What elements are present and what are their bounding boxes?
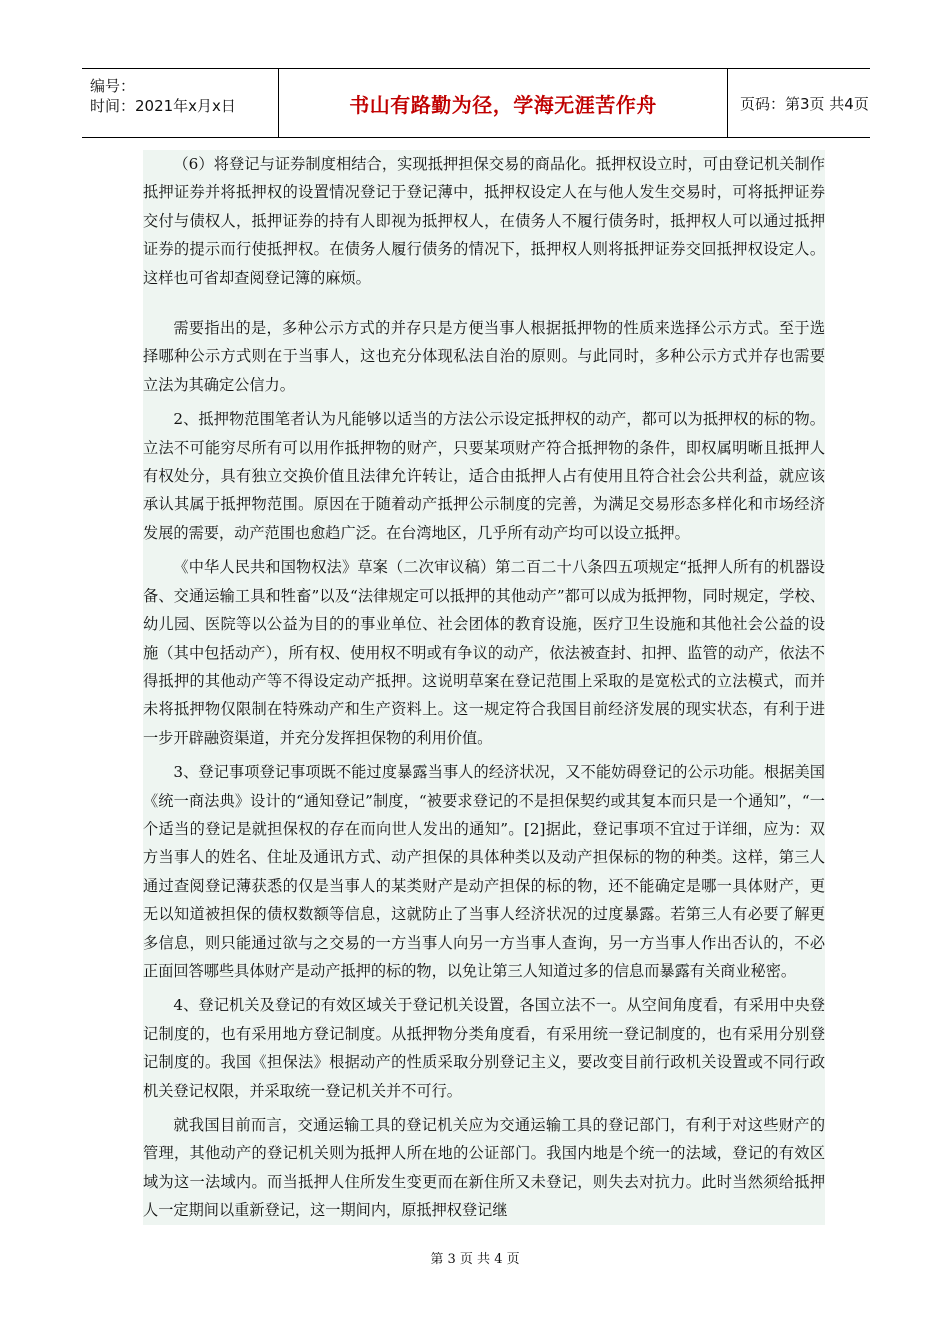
paragraph: 4、登记机关及登记的有效区域关于登记机关设置，各国立法不一。从空间角度看，有采用中央登记制度的，也有采用地方登记制度。从抵押物分类角度看，有采用统一登记制度的，也有采用分别登记制度的。我国《担保法》根据动产的性质采取分别登记主义，要改变目前行政机关设置或不同行政机关登记权限，并采取统一登记机关并不可行。 bbox=[143, 996, 825, 1100]
paragraph: 《中华人民共和国物权法》草案（二次审议稿）第二百二十八条四五项规定“抵押人所有的机器设备、交通运输工具和牲畜”以及“法律规定可以抵押的其他动产”都可以成为抵押物，同时规定，学校、幼儿园、医院等以公益为目的的事业单位、社会团体的教育设施，医疗卫生设施和其他社会公益的设施（其中包括动产），所有权、使用权不明或有争议的动产，依法被查封、扣押、监管的动产，依法不得抵押的其他动产等不得设定动产抵押。这说明草案在登记范围上采取的是宽松式的立法模式，而并未将抵押物仅限制在特殊动产和生产资料上。这一规定符合我国目前经济发展的现实状态，有利于进一步开辟融资渠道，并充分发挥担保物的利用价值。 bbox=[143, 558, 825, 747]
paragraph: 就我国目前而言，交通运输工具的登记机关应为交通运输工具的登记部门，有利于对这些财产的管理，其他动产的登记机关则为抵押人所在地的公证部门。我国内地是个统一的法域，登记的有效区域为这一法域内。而当抵押人住所发生变更而在新住所又未登记，则失去对抗力。此时当然须给抵押人一定期间以重新登记，这一期间内，原抵押权登记继 bbox=[143, 1116, 825, 1220]
header-motto-cell bbox=[279, 69, 728, 137]
document-number-label: 编号： bbox=[90, 77, 136, 95]
header-page-cell bbox=[728, 69, 870, 137]
page-header bbox=[82, 68, 870, 138]
header-meta-cell bbox=[82, 69, 279, 137]
paragraph: 3、登记事项登记事项既不能过度暴露当事人的经济状况，又不能妨碍登记的公示功能。根据美国《统一商法典》设计的“通知登记”制度，“被要求登记的不是担保契约或其复本而只是一个通知”，“一个适当的登记是就担保权的存在而向世人发出的通知”。[2]据此，登记事项不宜过于详细，应为：双方当事人的姓名、住址及通讯方式、动产担保的具体种类以及动产担保标的物的种类。这样，第三人通过查阅登记薄获悉的仅是当事人的某类财产是动产担保的标的物，还不能确定是哪一具体财产，更无以知道被担保的债权数额等信息，这就防止了当事人经济状况的过度暴露。若第三人有必要了解更多信息，则只能通过欲与之交易的一方当事人向另一方当事人查询，另一方当事人作出否认的，不必正面回答哪些具体财产是动产抵押的标的物，以免让第三人知道过多的信息而暴露有关商业秘密。 bbox=[143, 763, 825, 980]
paragraph: （6）将登记与证券制度相结合，实现抵押担保交易的商品化。抵押权设立时，可由登记机关制作抵押证券并将抵押权的设置情况登记于登记薄中，抵押权设定人在与他人发生交易时，可将抵押证券交付与债权人，抵押证券的持有人即视为抵押权人，在债务人不履行债务时，抵押权人可以通过抵押证券的提示而行使抵押权。在债务人履行债务的情况下，抵押权人则将抵押证券交回抵押权设定人。这样也可省却查阅登记簿的麻烦。 bbox=[143, 155, 825, 287]
paragraph: 2、抵押物范围笔者认为凡能够以适当的方法公示设定抵押权的动产，都可以为抵押权的标的物。立法不可能穷尽所有可以用作抵押物的财产，只要某项财产符合抵押物的条件，即权属明晰且抵押人有权处分，具有独立交换价值且法律允许转让，适合由抵押人占有使用且符合社会公共利益，就应该承认其属于抵押物范围。原因在于随着动产抵押公示制度的完善，为满足交易形态多样化和市场经济发展的需要，动产范围也愈趋广泛。在台湾地区，几乎所有动产均可以设立抵押。 bbox=[143, 410, 825, 542]
paragraph: 需要指出的是，多种公示方式的并存只是方便当事人根据抵押物的性质来选择公示方式。至于选择哪种公示方式则在于当事人，这也充分体现私法自治的原则。与此同时，多种公示方式并存也需要立法为其确定公信力。 bbox=[143, 319, 825, 394]
page-footer: 第 3 页 共 4 页 bbox=[430, 1252, 520, 1267]
document-body bbox=[143, 150, 825, 1225]
header-motto: 书山有路勤为径，学海无涯苦作舟 bbox=[349, 92, 657, 117]
header-page-info: 页码：第3页 共4页 bbox=[740, 94, 869, 113]
document-date-label: 时间：2021年x月x日 bbox=[90, 97, 236, 115]
